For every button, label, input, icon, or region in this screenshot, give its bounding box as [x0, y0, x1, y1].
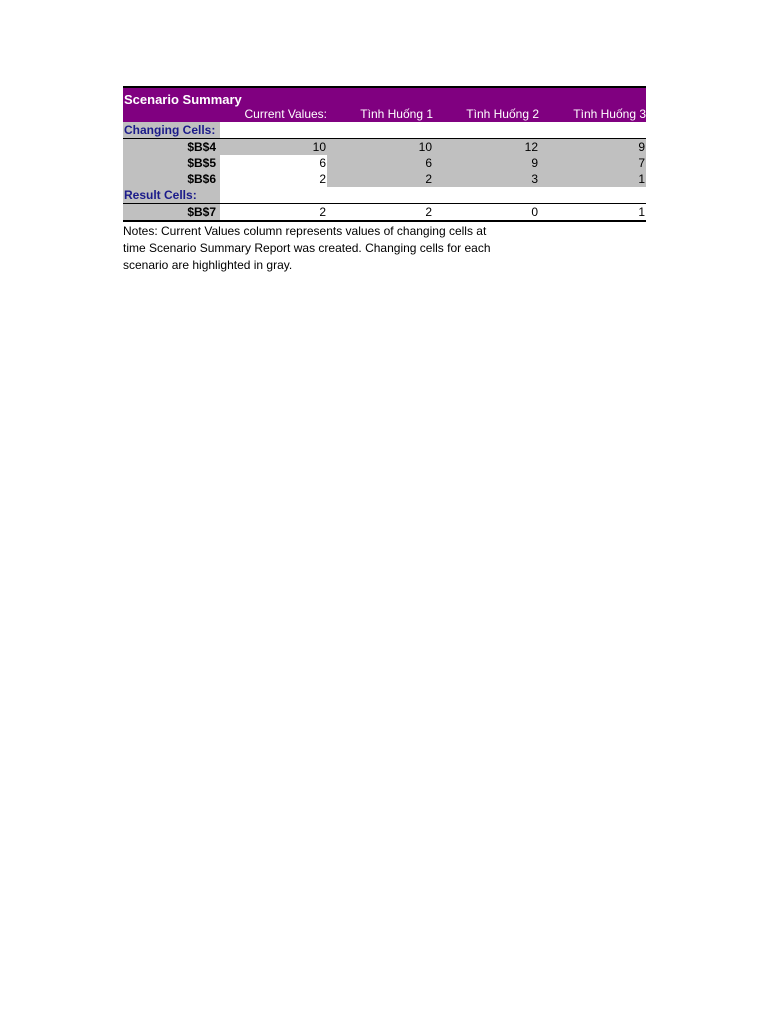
empty-cell[interactable] [327, 187, 433, 204]
scenario-summary-report [123, 86, 646, 274]
report-title[interactable]: Scenario Summary [123, 87, 646, 107]
result-cells-section [123, 187, 646, 204]
table-row [123, 155, 646, 171]
notes-line: scenario are highlighted in gray. [123, 258, 293, 272]
cell-b6-current[interactable]: 2 [319, 172, 326, 186]
row-label-b7[interactable]: $B$7 [123, 204, 220, 222]
notes-line: time Scenario Summary Report was created. Changing cells for each [123, 241, 491, 255]
cell-b7-scenario-1[interactable]: 2 [327, 204, 433, 222]
cell-b7-current[interactable]: 2 [220, 204, 327, 222]
table-row [123, 204, 646, 222]
cell-b4-scenario-3[interactable]: 9 [539, 139, 646, 156]
empty-cell[interactable] [220, 122, 327, 139]
cell-b7-scenario-2[interactable]: 0 [433, 204, 539, 222]
header-current-values[interactable]: Current Values: [220, 107, 327, 122]
cell-b5-current[interactable]: 6 [319, 156, 326, 170]
empty-cell[interactable] [539, 122, 646, 139]
cell-b5-scenario-3[interactable]: 7 [539, 155, 646, 171]
changing-cells-label[interactable]: Changing Cells: [123, 122, 220, 139]
header-scenario-2[interactable]: Tình Huống 2 [433, 107, 539, 122]
result-cells-label[interactable]: Result Cells: [123, 187, 220, 204]
cell-b6-scenario-2[interactable]: 3 [433, 171, 539, 187]
empty-cell[interactable] [433, 122, 539, 139]
title-row [123, 87, 646, 107]
empty-cell[interactable] [220, 187, 327, 204]
header-row [123, 107, 646, 122]
scenario-summary-table [123, 86, 646, 222]
table-row [123, 139, 646, 156]
cell-b7-scenario-3[interactable]: 1 [539, 204, 646, 222]
changing-cells-section [123, 122, 646, 139]
cell-b4-scenario-1[interactable]: 10 [327, 139, 433, 156]
cell-b6-scenario-1[interactable]: 2 [327, 171, 433, 187]
row-label-b4[interactable]: $B$4 [123, 139, 220, 156]
empty-cell[interactable] [539, 187, 646, 204]
table-row [123, 171, 646, 187]
row-label-b5[interactable]: $B$5 [123, 155, 220, 171]
cell-b5-scenario-2[interactable]: 9 [433, 155, 539, 171]
notes-line: Notes: Current Values column represents values of changing cells at [123, 224, 487, 238]
row-label-b6[interactable]: $B$6 [123, 171, 220, 187]
header-scenario-3[interactable]: Tình Huống 3 [539, 107, 646, 122]
empty-cell[interactable] [433, 187, 539, 204]
header-scenario-1[interactable]: Tình Huống 1 [327, 107, 433, 122]
cell-b6-scenario-3[interactable]: 1 [539, 171, 646, 187]
cell-b4-current[interactable]: 10 [220, 139, 327, 156]
cell-b4-scenario-2[interactable]: 12 [433, 139, 539, 156]
cell-b5-scenario-1[interactable]: 6 [327, 155, 433, 171]
notes[interactable] [123, 223, 523, 274]
empty-cell[interactable] [327, 122, 433, 139]
header-blank[interactable] [123, 107, 220, 122]
